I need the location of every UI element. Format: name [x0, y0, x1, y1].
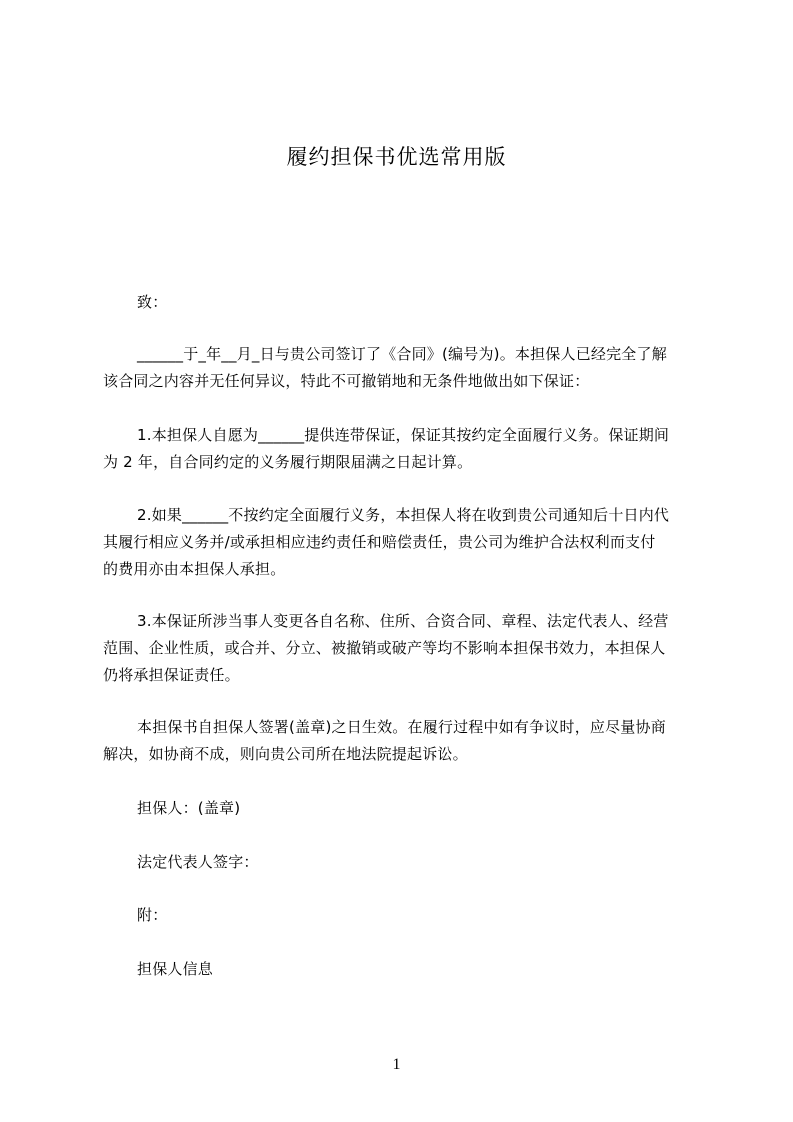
clause-2-line-1: 2.如果______不按约定全面履行义务，本担保人将在收到贵公司通知后十日内代 — [137, 506, 670, 524]
effect-line-2: 解决，如协商不成，则向贵公司所在地法院提起诉讼。 — [103, 745, 468, 763]
clause-3-line-3: 仍将承担保证责任。 — [103, 666, 240, 684]
clause-1-line-2: 为 2 年，自合同约定的义务履行期限届满之日起计算。 — [103, 453, 473, 471]
clause-3-line-1: 3.本保证所涉当事人变更各自名称、住所、合资合同、章程、法定代表人、经营 — [137, 612, 669, 630]
intro-line-2: 该合同之内容并无任何异议，特此不可撤销地和无条件地做出如下保证： — [103, 372, 590, 390]
guarantor-info-label: 担保人信息 — [137, 960, 214, 978]
guarantor-seal-label: 担保人：(盖章) — [137, 799, 241, 817]
clause-1-line-1: 1.本担保人自愿为______提供连带保证，保证其按约定全面履行义务。保证期间 — [137, 426, 670, 444]
clause-3-line-2: 范围、企业性质，或合并、分立、被撤销或破产等均不影响本担保书效力，本担保人 — [103, 639, 666, 657]
clause-2-line-2: 其履行相应义务并/或承担相应违约责任和赔偿责任，贵公司为维护合法权利而支付 — [103, 533, 656, 551]
page-number: 1 — [392, 1056, 401, 1073]
effect-line-1: 本担保书自担保人签署(盖章)之日生效。在履行过程中如有争议时，应尽量协商 — [137, 718, 666, 736]
document-title: 履约担保书优选常用版 — [286, 145, 507, 169]
clause-2-line-3: 的费用亦由本担保人承担。 — [103, 560, 286, 578]
legal-representative-signature-label: 法定代表人签字： — [137, 853, 259, 871]
intro-line-1: ______于_年__月_日与贵公司签订了《合同》(编号为)。本担保人已经完全了解 — [137, 345, 667, 363]
salutation: 致： — [137, 293, 168, 311]
attachment-label: 附： — [137, 906, 168, 924]
